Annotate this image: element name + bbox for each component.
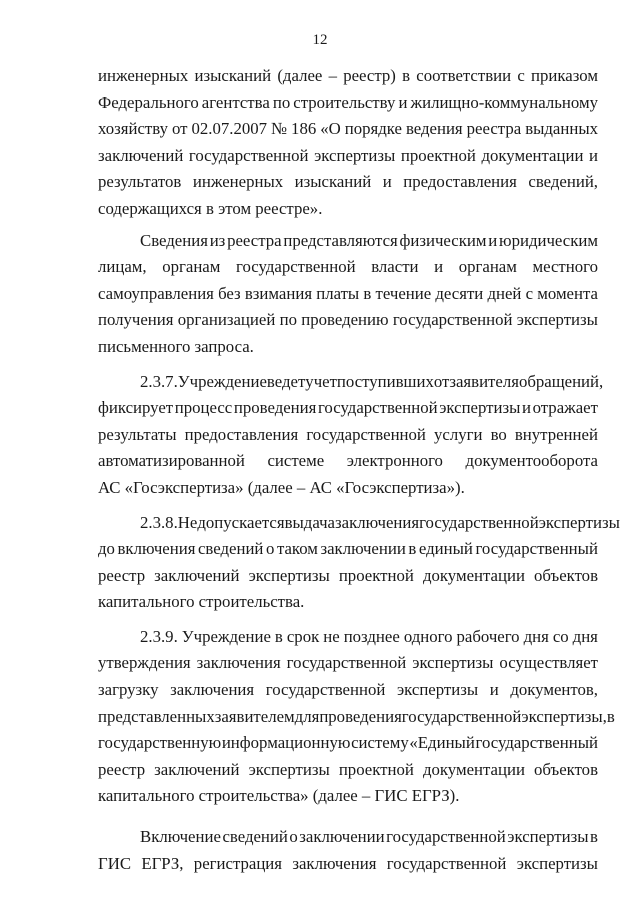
text-line: утверждения заключения государственной экспертизы осуществляет <box>98 653 598 673</box>
text-line: Федерального агентства по строительству и жилищно-коммунальному <box>98 92 598 112</box>
text-line: капитального строительства. <box>98 592 305 612</box>
text-line: АС «Госэкспертиза» (далее – АС «Госэкспертиза»). <box>98 477 465 497</box>
document-body <box>98 63 620 877</box>
page-number: 12 <box>312 32 328 48</box>
text-line: государственную информационную систему «Единый государственный <box>98 733 598 753</box>
paragraph <box>98 510 620 616</box>
text-line: 2.3.8. Не допускается выдача заключения государственной экспертизы <box>140 512 620 532</box>
paragraph <box>98 369 604 502</box>
paragraph <box>98 228 598 361</box>
paragraph <box>98 824 598 877</box>
paragraph <box>98 624 615 810</box>
text-line: Включение сведений о заключении государственной экспертизы в <box>140 827 598 847</box>
text-line: фиксирует процесс проведения государственной экспертизы и отражает <box>98 398 598 418</box>
text-line: содержащихся в этом реестре». <box>98 198 323 218</box>
text-line: хозяйству от 02.07.2007 № 186 «О порядке ведения реестра выданных <box>98 119 598 139</box>
text-line: загрузку заключения государственной экспертизы и документов, <box>98 680 598 700</box>
text-line: реестр заключений экспертизы проектной документации объектов <box>98 565 598 585</box>
text-line: письменного запроса. <box>98 336 254 356</box>
text-line: 2.3.7. Учреждение ведет учет поступивших от заявителя обращений, <box>140 371 604 391</box>
text-line: получения организацией по проведению государственной экспертизы <box>98 310 598 330</box>
text-line: капитального строительства» (далее – ГИС ЕГРЗ). <box>98 786 460 806</box>
text-line: ГИС ЕГРЗ, регистрация заключения государственной экспертизы <box>98 853 598 873</box>
text-line: представленных заявителем для проведения государственной экспертизы, в <box>98 706 615 726</box>
paragraph <box>98 63 598 223</box>
text-line: до включения сведений о таком заключении в единый государственный <box>98 539 598 559</box>
text-line: результаты предоставления государственной услуги во внутренней <box>98 424 598 444</box>
text-line: 2.3.9. Учреждение в срок не позднее одного рабочего дня со дня <box>140 626 598 646</box>
text-line: лицам, органам государственной власти и органам местного <box>98 257 598 277</box>
text-line: инженерных изысканий (далее – реестр) в соответствии с приказом <box>98 66 598 85</box>
text-line: результатов инженерных изысканий и предоставления сведений, <box>98 172 598 192</box>
text-line: самоуправления без взимания платы в течение десяти дней с момента <box>98 283 598 303</box>
text-line: автоматизированной системе электронного документооборота <box>98 451 598 471</box>
text-line: заключений государственной экспертизы проектной документации и <box>98 145 598 165</box>
text-line: реестр заключений экспертизы проектной документации объектов <box>98 759 598 779</box>
text-line: Сведения из реестра представляются физическим и юридическим <box>140 230 598 250</box>
